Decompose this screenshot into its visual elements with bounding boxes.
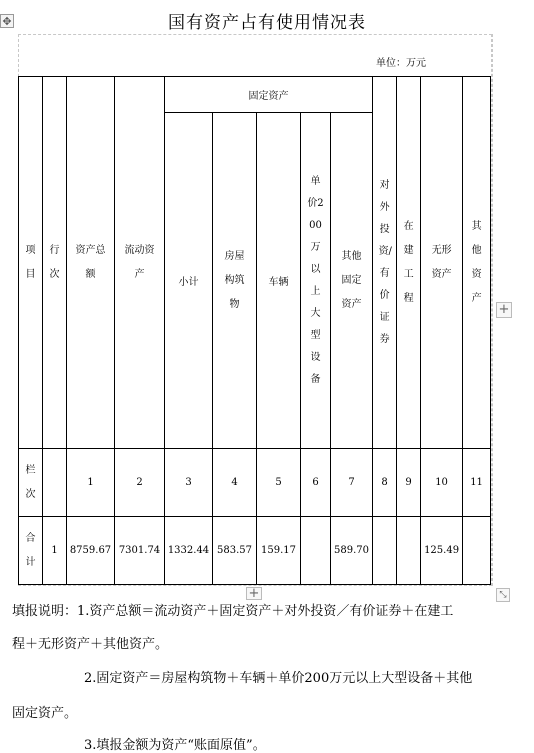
header-fixed-assets: 固定资产: [165, 77, 373, 113]
table-cell: 9: [397, 449, 421, 517]
header-item: 项目: [19, 77, 43, 449]
table-cell: 589.70: [331, 517, 373, 585]
table-grid-line: [492, 34, 493, 586]
header-buildings: 房屋构筑物: [213, 113, 257, 449]
header-current-assets: 流动资产: [115, 77, 165, 449]
table-cell: 125.49: [421, 517, 463, 585]
table-cell: 583.57: [213, 517, 257, 585]
total-row-label: 合计: [19, 517, 43, 585]
table-cell: 4: [213, 449, 257, 517]
header-investment: 对外投资/有价证券: [373, 77, 397, 449]
table-cell: [373, 517, 397, 585]
table-cell: [301, 517, 331, 585]
header-other-fixed: 其他固定资产: [331, 113, 373, 449]
header-total-assets: 资产总额: [67, 77, 115, 449]
table-cell: [463, 517, 491, 585]
table-row: [19, 517, 491, 585]
note-line-5: 3.填报金额为资产“账面原值”。: [84, 738, 266, 753]
table-cell: 3: [165, 449, 213, 517]
table-cell: 2: [115, 449, 165, 517]
unit-label: 单位：万元: [376, 58, 426, 69]
table-cell: 1332.44: [165, 517, 213, 585]
table-cell: 8: [373, 449, 397, 517]
table-cell: 1: [67, 449, 115, 517]
note-line-2: 程＋无形资产＋其他资产。: [12, 637, 169, 652]
add-column-button[interactable]: +: [496, 302, 512, 318]
asset-table: [18, 76, 491, 585]
table-cell: 6: [301, 449, 331, 517]
note-line-1: 填报说明：1.资产总额＝流动资产＋固定资产＋对外投资／有价证券＋在建工: [12, 604, 454, 619]
table-cell: 8759.67: [67, 517, 115, 585]
header-large-equipment: 单价200万以上大型设备: [301, 113, 331, 449]
add-row-button[interactable]: +: [246, 587, 262, 600]
table-cell: 5: [257, 449, 301, 517]
table-cell: 10: [421, 449, 463, 517]
header-construction: 在建工程: [397, 77, 421, 449]
header-subtotal: 小计: [165, 113, 213, 449]
note-line-3: 2.固定资产＝房屋构筑物＋车辆＋单价200万元以上大型设备＋其他: [84, 671, 473, 686]
table-cell: 1: [43, 517, 67, 585]
table-cell: 7301.74: [115, 517, 165, 585]
table-row: [19, 449, 491, 517]
header-vehicles: 车辆: [257, 113, 301, 449]
table-cell: [43, 449, 67, 517]
column-row-label: 栏次: [19, 449, 43, 517]
table-cell: 159.17: [257, 517, 301, 585]
header-other-assets: 其他资产: [463, 77, 491, 449]
resize-handle-icon[interactable]: ⤡: [496, 588, 510, 602]
table-cell: 11: [463, 449, 491, 517]
page-title: 国有资产占有使用情况表: [168, 13, 366, 33]
header-row-no: 行次: [43, 77, 67, 449]
table-cell: [397, 517, 421, 585]
table-cell: 7: [331, 449, 373, 517]
header-intangible: 无形资产: [421, 77, 463, 449]
table-move-handle[interactable]: ✥: [0, 14, 14, 28]
note-line-4: 固定资产。: [12, 706, 78, 721]
